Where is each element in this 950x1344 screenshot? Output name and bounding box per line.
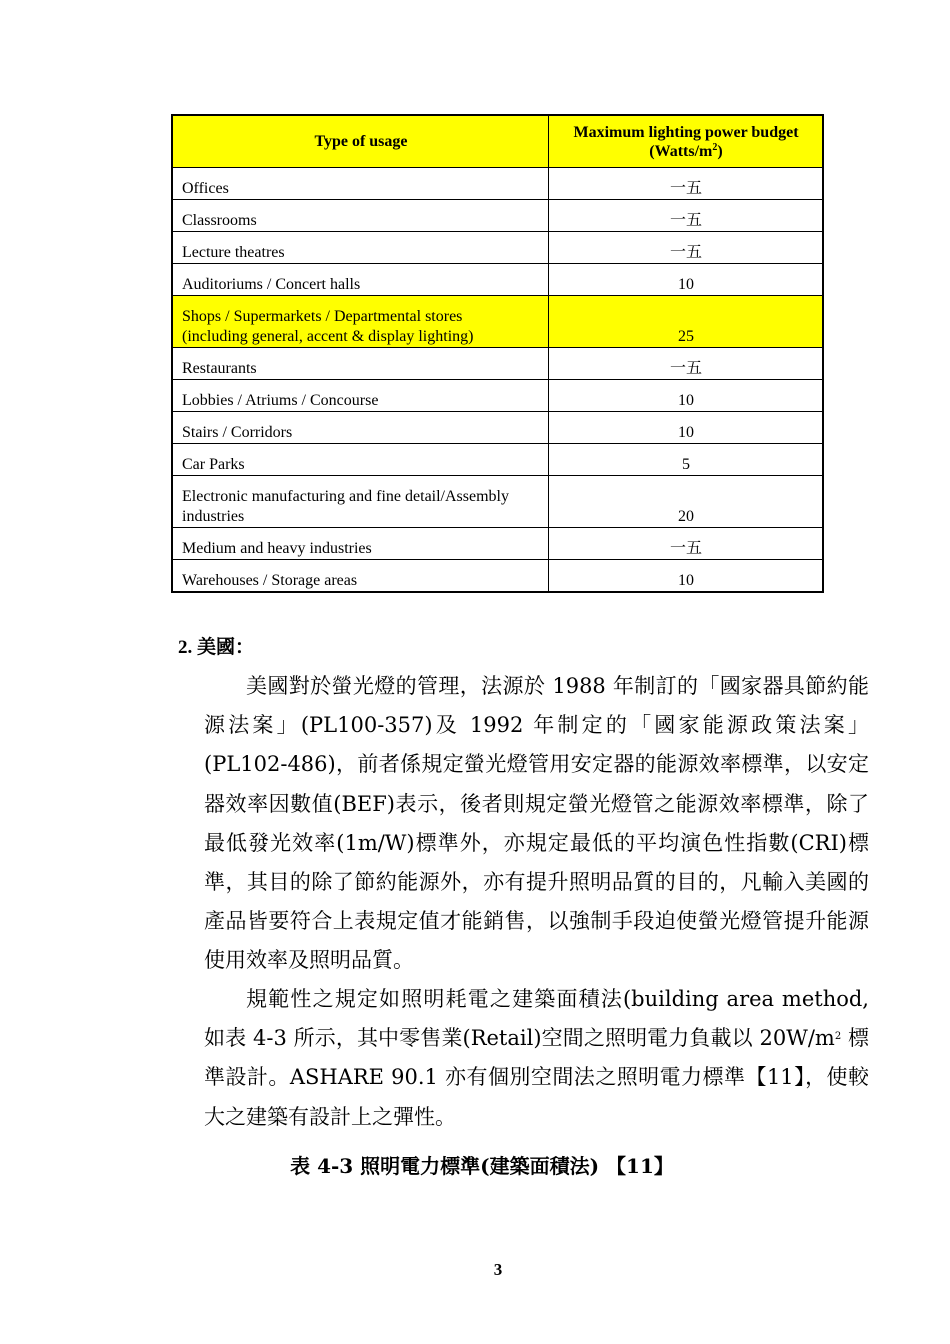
- usage-cell: Car Parks: [172, 444, 549, 476]
- page-number: 3: [493, 1260, 503, 1279]
- table-caption: 表 4-3 照明電力標準(建築面積法) 【11】: [290, 1154, 674, 1178]
- table-row: [172, 348, 823, 380]
- table-row: [172, 264, 823, 296]
- table-row: [172, 232, 823, 264]
- budget-cell: 10: [549, 560, 824, 593]
- table-row: [172, 200, 823, 232]
- header-max-lighting-power-budget: [549, 115, 824, 168]
- section-heading: 2. 美國：: [178, 637, 255, 658]
- table-row: [172, 444, 823, 476]
- header-budget-line2-pre: (Watts/m: [649, 142, 713, 160]
- budget-cell: 一五: [549, 232, 824, 264]
- header-type-of-usage: Type of usage: [172, 115, 549, 168]
- budget-cell: 一五: [549, 168, 824, 200]
- budget-cell: 5: [549, 444, 824, 476]
- paragraph-us-regulation: 美國對於螢光燈的管理，法源於 1988 年制訂的「國家器具節約能源法案」(PL100-357)及 1992 年制定的「國家能源政策法案」(PL102-486)，前者係規定螢光燈管用安定器的能源效率標準，以安定器效率因數值(BEF)表示，後者則規定螢光燈管之能源效率標準，除了最低發光效率(1m/W)標準外，亦規定最低的平均演色性指數(CRI)標準，其目的除了節約能源外，亦有提升照明品質的目的，凡輸入美國的產品皆要符合上表規定值才能銷售，以強制手段迫使螢光燈管提升能源使用效率及照明品質。: [204, 674, 869, 973]
- header-budget-line2-post: ): [717, 142, 723, 160]
- budget-cell: 一五: [549, 528, 824, 560]
- paragraph-text-pre: 規範性之規定如照明耗電之建築面積法(building area method, 如表 4-3 所示，其中零售業(Retail)空間之照明電力負載以 20W/m: [204, 987, 869, 1051]
- usage-cell: [172, 476, 549, 528]
- lighting-power-table: [171, 114, 824, 593]
- usage-cell: Auditoriums / Concert halls: [172, 264, 549, 296]
- usage-cell: Stairs / Corridors: [172, 412, 549, 444]
- budget-cell: 10: [549, 264, 824, 296]
- usage-cell: [172, 296, 549, 348]
- table-row: [172, 412, 823, 444]
- budget-cell: 20: [549, 476, 824, 528]
- usage-cell: Offices: [172, 168, 549, 200]
- table-row: [172, 476, 823, 528]
- paragraph-text-post: 標準設計。ASHARE 90.1 亦有個別空間法之照明電力標準【11】，使較大之建築有設計上之彈性。: [204, 1026, 869, 1129]
- budget-cell: 25: [549, 296, 824, 348]
- usage-cell: Lobbies / Atriums / Concourse: [172, 380, 549, 412]
- budget-cell: 10: [549, 412, 824, 444]
- usage-cell: Medium and heavy industries: [172, 528, 549, 560]
- table-row: [172, 560, 823, 593]
- usage-line1: Electronic manufacturing and fine detail/Assembly: [182, 488, 509, 505]
- usage-cell: Lecture theatres: [172, 232, 549, 264]
- budget-cell: 一五: [549, 348, 824, 380]
- paragraph-building-area-method: [204, 980, 869, 1137]
- table-header-row: [172, 115, 823, 168]
- usage-line2: (including general, accent & display lighting): [182, 328, 474, 345]
- budget-cell: 一五: [549, 200, 824, 232]
- usage-line2: industries: [182, 508, 245, 525]
- usage-cell: Classrooms: [172, 200, 549, 232]
- usage-line1: Shops / Supermarkets / Departmental stores: [182, 308, 463, 325]
- table-row: [172, 528, 823, 560]
- table-row-highlighted: [172, 296, 823, 348]
- header-budget-superscript: 2: [712, 141, 718, 153]
- usage-cell: Restaurants: [172, 348, 549, 380]
- paragraph-superscript: 2: [834, 1031, 842, 1043]
- table-row: [172, 168, 823, 200]
- usage-cell: Warehouses / Storage areas: [172, 560, 549, 593]
- table-row: [172, 380, 823, 412]
- budget-cell: 10: [549, 380, 824, 412]
- header-budget-line1: Maximum lighting power budget: [573, 123, 799, 141]
